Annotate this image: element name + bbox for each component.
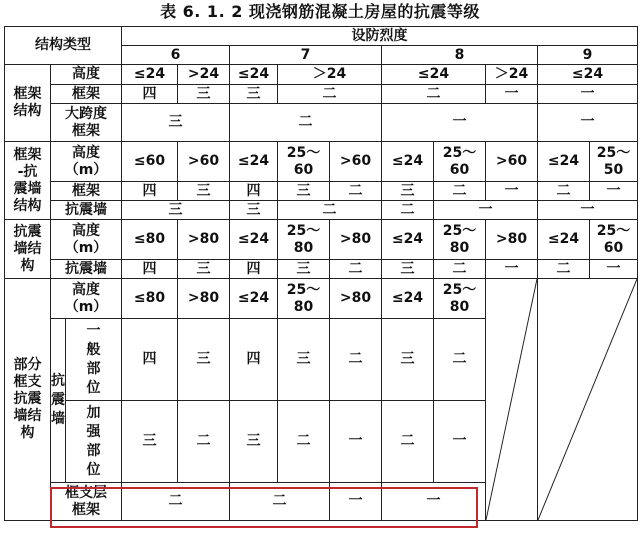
partial-height-cell: ≤24 <box>382 279 434 319</box>
frame-wall-height-cell: ≤24 <box>538 142 590 182</box>
table-title: 表 6. 1. 2 现浇钢筋混凝土房屋的抗震等级 <box>160 2 480 21</box>
frame-wall-frame-cell: 二 <box>538 182 590 201</box>
wall-height-cell: ≤80 <box>122 220 178 260</box>
partial-height-label: 高度 （m） <box>51 279 122 319</box>
frame-height-cell: ＞24 <box>278 65 382 85</box>
frame-structure-label: 框架 结构 <box>5 65 51 142</box>
partial-support-cell: 二 <box>230 483 330 521</box>
frame-wall-wall-cell: 二 <box>382 201 434 220</box>
wall-grade-cell: 一 <box>590 260 638 279</box>
frame-wall-wall-cell: 二 <box>278 201 382 220</box>
header-level-9: 9 <box>538 46 638 65</box>
frame-wall-frame-label: 框架 <box>51 182 122 201</box>
wall-grade-cell: 二 <box>538 260 590 279</box>
frame-wall-frame-cell: 三 <box>278 182 330 201</box>
partial-wall-label: 抗 震 墙 <box>51 319 66 483</box>
frame-wall-height-cell: >60 <box>330 142 382 182</box>
partial-strengthen-cell: 三 <box>122 401 178 483</box>
partial-height-cell: ≤80 <box>122 279 178 319</box>
frame-wall-height-cell: ≤24 <box>382 142 434 182</box>
diagonal-line <box>538 279 637 520</box>
frame-wall-height-cell: 25～ 50 <box>590 142 638 182</box>
wall-grade-cell: 二 <box>434 260 486 279</box>
frame-grade-cell: 二 <box>278 85 382 104</box>
wall-grade-cell: 三 <box>278 260 330 279</box>
wall-grade-cell: 一 <box>486 260 538 279</box>
frame-grade-cell: 四 <box>122 85 178 104</box>
seismic-grade-table <box>4 26 638 521</box>
partial-general-cell: 二 <box>330 319 382 401</box>
frame-span-cell: 一 <box>382 104 538 142</box>
frame-wall-height-cell: 25～ 60 <box>278 142 330 182</box>
partial-general-cell: 四 <box>122 319 178 401</box>
partial-strengthen-cell: 三 <box>230 401 278 483</box>
wall-grade-cell: 三 <box>382 260 434 279</box>
wall-height-label: 高度 （m） <box>51 220 122 260</box>
frame-height-cell: >24 <box>178 65 230 85</box>
frame-wall-wall-cell: 三 <box>230 201 278 220</box>
partial-structure-label: 部分 框支 抗震 墙结 构 <box>5 279 51 521</box>
partial-general-cell: 三 <box>382 319 434 401</box>
frame-wall-structure-label: 框架 -抗 震墙 结构 <box>5 142 51 220</box>
wall-grade-cell: 三 <box>178 260 230 279</box>
frame-wall-height-label: 高度 （m） <box>51 142 122 182</box>
frame-wall-height-cell: >60 <box>178 142 230 182</box>
partial-height-cell: >80 <box>330 279 382 319</box>
wall-height-cell: >80 <box>486 220 538 260</box>
partial-height-cell: >80 <box>178 279 230 319</box>
frame-wall-height-cell: ≤24 <box>230 142 278 182</box>
wall-wall-label: 抗震墙 <box>51 260 122 279</box>
wall-grade-cell: 四 <box>122 260 178 279</box>
frame-span-cell: 二 <box>230 104 382 142</box>
header-intensity: 设防烈度 <box>122 27 638 46</box>
partial-strengthen-cell: 二 <box>278 401 330 483</box>
partial-strengthen-cell: 二 <box>178 401 230 483</box>
frame-wall-frame-cell: 三 <box>178 182 230 201</box>
frame-height-label: 高度 <box>51 65 122 85</box>
diagonal-line <box>486 279 537 520</box>
partial-support-label: 框支层 框架 <box>51 483 122 521</box>
header-level-6: 6 <box>122 46 230 65</box>
frame-height-cell: ≤24 <box>122 65 178 85</box>
frame-span-cell: 一 <box>538 104 638 142</box>
frame-grade-cell: 三 <box>230 85 278 104</box>
wall-height-cell: >80 <box>178 220 230 260</box>
frame-grade-cell: 一 <box>486 85 538 104</box>
partial-strengthen-cell: 一 <box>434 401 486 483</box>
frame-wall-height-cell: >60 <box>486 142 538 182</box>
wall-grade-cell: 四 <box>230 260 278 279</box>
frame-wall-frame-cell: 二 <box>330 182 382 201</box>
frame-wall-wall-cell: 一 <box>538 201 638 220</box>
partial-support-cell: 一 <box>382 483 486 521</box>
frame-height-cell: ≤24 <box>382 65 486 85</box>
not-applicable-cell-8 <box>486 279 538 521</box>
wall-grade-cell: 二 <box>330 260 382 279</box>
not-applicable-cell-9 <box>538 279 638 521</box>
frame-wall-wall-cell: 三 <box>122 201 230 220</box>
wall-height-cell: ≤24 <box>538 220 590 260</box>
partial-strengthen-label: 加 强 部 位 <box>66 401 122 483</box>
wall-structure-label: 抗震 墙结 构 <box>5 220 51 279</box>
frame-wall-wall-label: 抗震墙 <box>51 201 122 220</box>
wall-height-cell: ≤24 <box>382 220 434 260</box>
header-structure-type: 结构类型 <box>5 27 122 65</box>
frame-height-cell: ≤24 <box>538 65 638 85</box>
frame-wall-frame-cell: 三 <box>382 182 434 201</box>
frame-wall-wall-cell: 一 <box>434 201 538 220</box>
frame-wall-frame-cell: 四 <box>122 182 178 201</box>
frame-grade-cell: 二 <box>382 85 486 104</box>
frame-wall-frame-cell: 一 <box>590 182 638 201</box>
frame-grade-cell: 一 <box>538 85 638 104</box>
partial-height-cell: 25～ 80 <box>434 279 486 319</box>
partial-height-cell: 25～ 80 <box>278 279 330 319</box>
frame-wall-frame-cell: 二 <box>434 182 486 201</box>
header-level-8: 8 <box>382 46 538 65</box>
frame-wall-height-cell: ≤60 <box>122 142 178 182</box>
frame-span-cell: 三 <box>122 104 230 142</box>
partial-general-cell: 四 <box>230 319 278 401</box>
partial-support-cell: 二 <box>122 483 230 521</box>
partial-support-cell: 一 <box>330 483 382 521</box>
header-level-7: 7 <box>230 46 382 65</box>
partial-strengthen-cell: 二 <box>382 401 434 483</box>
frame-height-cell: ≤24 <box>230 65 278 85</box>
partial-general-cell: 三 <box>178 319 230 401</box>
frame-wall-height-cell: 25～ 60 <box>434 142 486 182</box>
frame-frame-label: 框架 <box>51 85 122 104</box>
wall-height-cell: 25～ 80 <box>278 220 330 260</box>
partial-strengthen-cell: 一 <box>330 401 382 483</box>
partial-general-label: 一 般 部 位 <box>66 319 122 401</box>
frame-height-cell: ＞24 <box>486 65 538 85</box>
partial-general-cell: 二 <box>434 319 486 401</box>
wall-height-cell: 25～ 80 <box>434 220 486 260</box>
wall-height-cell: >80 <box>330 220 382 260</box>
wall-height-cell: ≤24 <box>230 220 278 260</box>
frame-wall-frame-cell: 一 <box>486 182 538 201</box>
wall-height-cell: 25～ 60 <box>590 220 638 260</box>
partial-height-cell: ≤24 <box>230 279 278 319</box>
frame-span-label: 大跨度 框架 <box>51 104 122 142</box>
frame-wall-frame-cell: 四 <box>230 182 278 201</box>
partial-general-cell: 三 <box>278 319 330 401</box>
frame-grade-cell: 三 <box>178 85 230 104</box>
